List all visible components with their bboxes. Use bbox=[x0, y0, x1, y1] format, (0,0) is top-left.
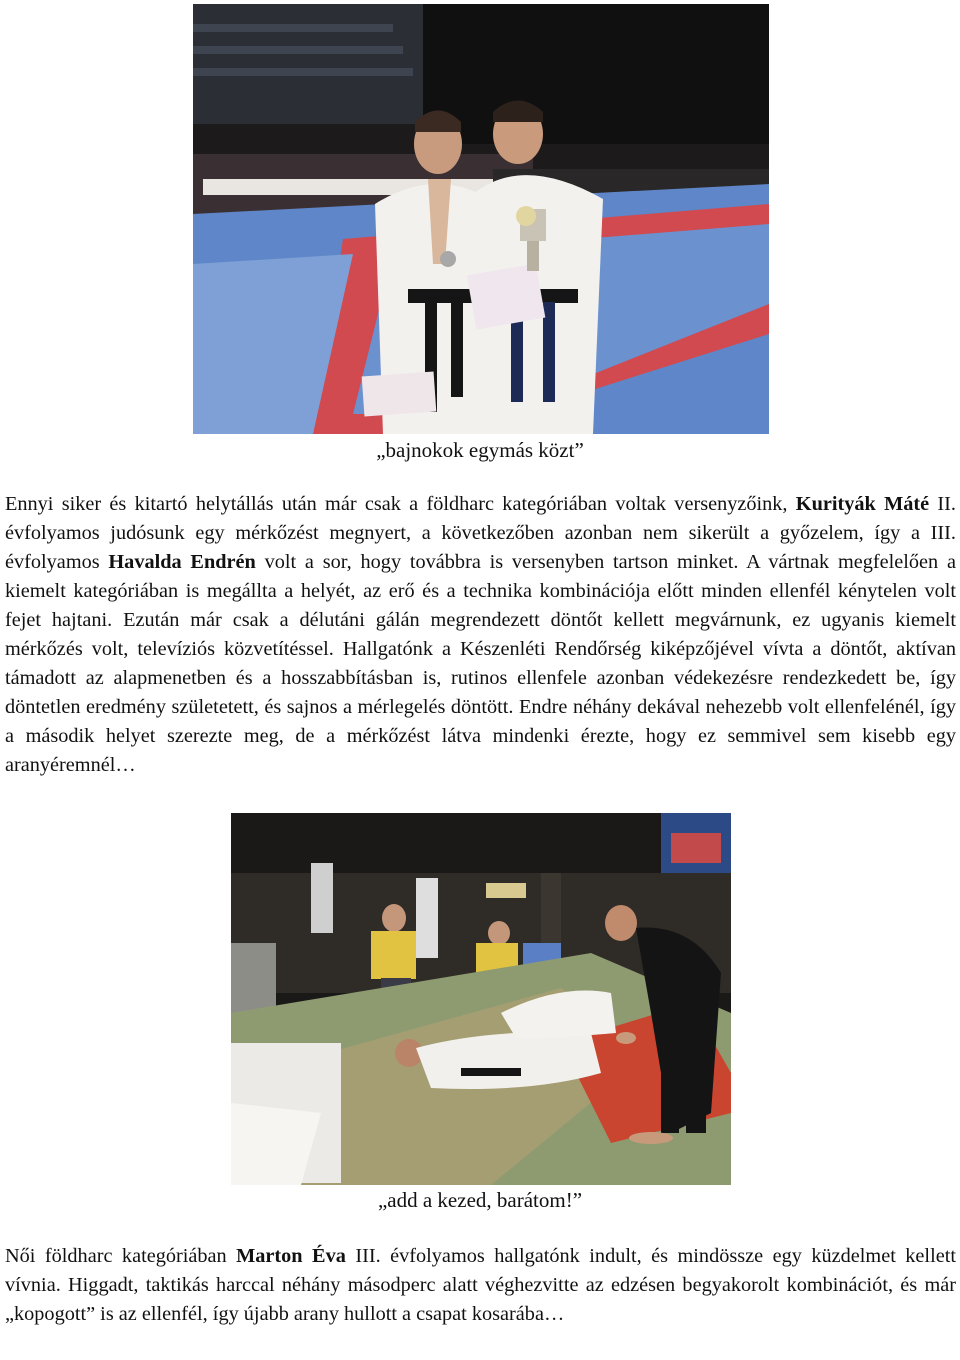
champions-photo-image bbox=[193, 4, 769, 434]
photo-caption: „bajnokok egymás közt” bbox=[376, 438, 584, 462]
paragraph-text: Ennyi siker és kitartó helytállás után már csak a földharc kategóriában voltak versenyzőink, bbox=[5, 493, 796, 515]
photo-caption: „add a kezed, barátom!” bbox=[377, 1188, 583, 1212]
paragraph-text: Női földharc kategóriában bbox=[5, 1245, 237, 1267]
paragraph-text: II. évfolyamos judósunk egy mérkőzést megnyert, a következőben azonban nem sikerült a győzelem, így a III. évfolyamos bbox=[5, 493, 956, 573]
grappling-photo bbox=[231, 813, 731, 1185]
paragraph-text: III. évfolyamos hallgatónk indult, és mindössze egy küzdelmet kellett vívnia. Higgadt, taktikás harccal néhány másodperc alatt véghezvitte az edzésen begyakorolt kombinációt, és már „kopogott” is az ellenfél, így újabb arany hullott a csapat kosarába… bbox=[5, 1245, 956, 1325]
article-paragraph bbox=[5, 490, 956, 780]
athlete-name: Kurityák Máté bbox=[795, 493, 930, 515]
paragraph-text: volt a sor, hogy továbbra is versenyben tartson minket. A vártnak megfelelően a kiemelt kategóriában is megállta a helyét, az erő és a technika kombinációja előtt minden ellenfél kénytelen volt fejet hajtani. Ezután már csak a délutáni gálán megrendezett döntőt kellett megvárnunk, ez ugyanis kiemelt mérkőzés volt, televíziós közvetítéssel. Hallgatónk a Készenléti Rendőrség kiképzőjével vívta a döntőt, aktívan támadott az alapmenetben és a hosszabbításban is, rutinos ellenfele azonban védekezésre rendezkedett be, így döntetlen eredmény születetett, és sajnos a mérlegelés döntött. Endre néhány dekával nehezebb volt ellenfelénél, így a második helyet szerezte meg, de a mérkőzést látva mindenki érezte, hogy ez semmivel sem kisebb egy aranyéremnél… bbox=[5, 551, 956, 776]
champions-photo bbox=[193, 4, 769, 434]
athlete-name: Havalda Endrén bbox=[108, 551, 256, 573]
grappling-photo-image bbox=[231, 813, 731, 1185]
article-paragraph bbox=[5, 1242, 956, 1329]
athlete-name: Marton Éva bbox=[236, 1245, 346, 1267]
